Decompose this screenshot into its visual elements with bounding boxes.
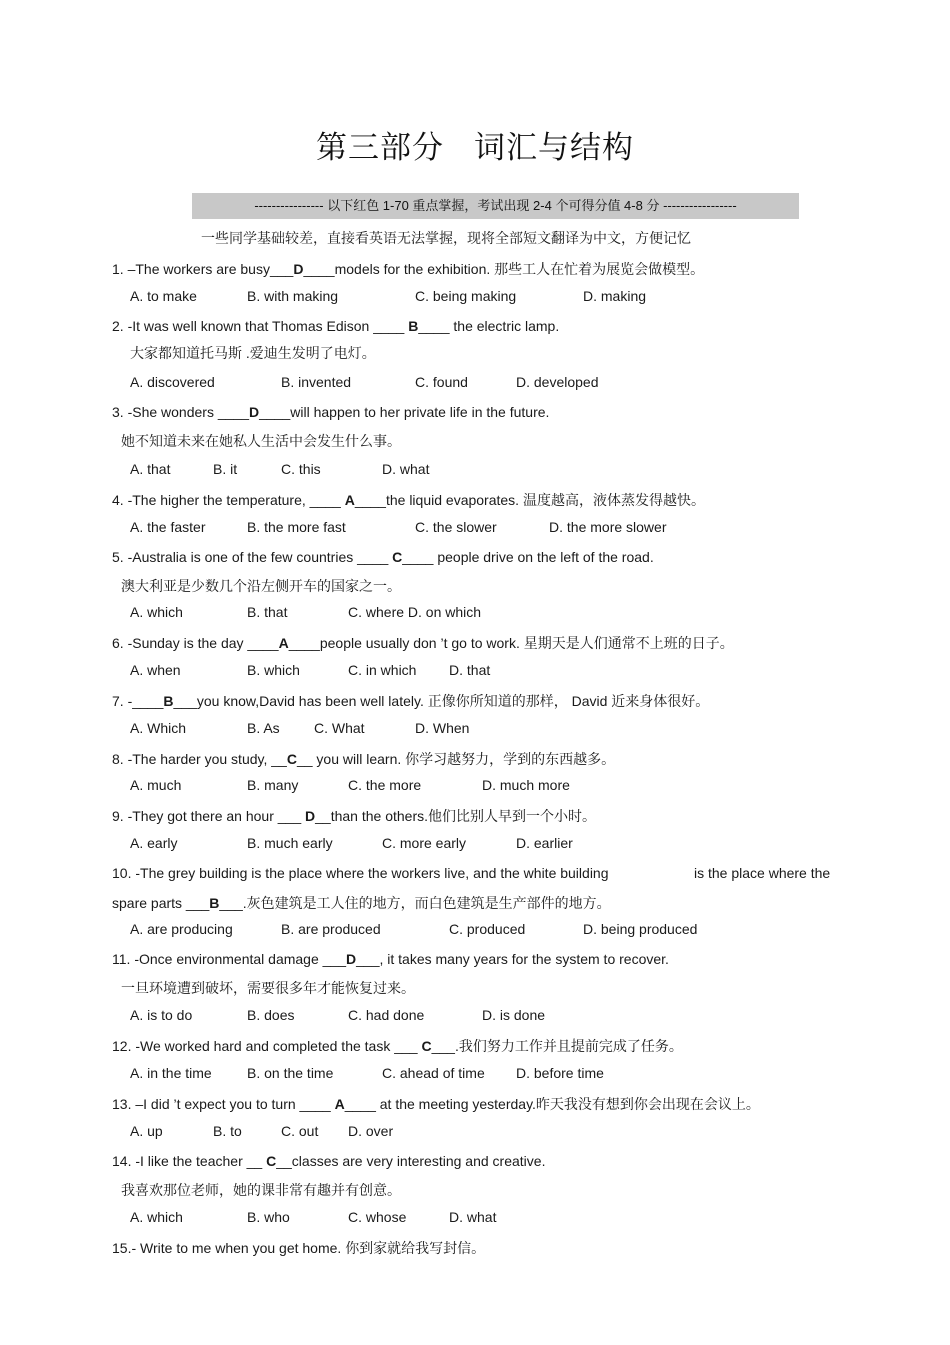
option-a: A. is to do (130, 1007, 193, 1023)
question-6: 6. -Sunday is the day ____A____people usually don ’t go to work. 星期天是人们通常不上班的日子。 (112, 635, 734, 651)
option-b: B. who (247, 1209, 290, 1225)
answer-key: A (278, 635, 289, 651)
option-b: B. As (247, 720, 280, 736)
option-d: D. being produced (583, 921, 698, 937)
question-5: 5. -Australia is one of the few countries ____ C____ people drive on the left of the road. (112, 549, 654, 565)
option-b: B. on the time (247, 1065, 334, 1081)
option-a: A. the faster (130, 519, 206, 535)
option-c: C. What (314, 720, 365, 736)
option-c-d: C. where D. on which (348, 604, 482, 620)
translation-note: 一些同学基础较差，直接看英语无法掌握，现将全部短文翻译为中文，方便记忆 (201, 230, 691, 246)
question-15: 15.- Write to me when you get home. 你到家就给我写封信。 (112, 1240, 486, 1256)
option-d: D. over (348, 1123, 394, 1139)
answer-key: D (305, 808, 316, 824)
answer-key: C (266, 1153, 277, 1169)
translation-5: 澳大利亚是少数几个沿左侧开车的国家之一。 (121, 578, 401, 594)
translation-3: 她不知道未来在她私人生活中会发生什么事。 (121, 433, 401, 449)
question-12: 12. -We worked hard and completed the task ___ C___.我们努力工作并且提前完成了任务。 (112, 1038, 683, 1054)
answer-key: B (408, 318, 419, 334)
option-c: C. more early (382, 835, 467, 851)
answer-key: C (392, 549, 403, 565)
option-a: A. in the time (130, 1065, 212, 1081)
option-b: B. much early (247, 835, 333, 851)
question-10-continuation: is the place where the (694, 865, 831, 881)
option-c: C. being making (415, 288, 517, 304)
answer-key: B (163, 693, 174, 709)
option-a: A. up (130, 1123, 163, 1139)
option-d: D. developed (516, 374, 599, 390)
option-d: D. what (382, 461, 430, 477)
option-b: B. to (213, 1123, 242, 1139)
option-b: B. which (247, 662, 300, 678)
question-4: 4. -The higher the temperature, ____ A____the liquid evaporates. 温度越高，液体蒸发得越快。 (112, 492, 705, 508)
answer-key: B (209, 895, 220, 911)
option-a: A. early (130, 835, 178, 851)
option-c: C. whose (348, 1209, 407, 1225)
question-9: 9. -They got there an hour ___ D__than the others.他们比别人早到一个小时。 (112, 808, 597, 824)
option-a: A. that (130, 461, 171, 477)
option-b: B. with making (247, 288, 339, 304)
option-c: C. this (281, 461, 321, 477)
option-c: C. out (281, 1123, 319, 1139)
option-a: A. which (130, 604, 183, 620)
translation-11: 一旦环境遭到破坏，需要很多年才能恢复过来。 (121, 980, 415, 996)
question-10-line2: spare parts ___B___.灰色建筑是工人住的地方，而白色建筑是生产部件的地方。 (112, 895, 611, 911)
option-c: C. produced (449, 921, 526, 937)
answer-key: C (286, 751, 297, 767)
option-c: C. found (415, 374, 468, 390)
page-title: 第三部分 词汇与结构 (316, 130, 634, 166)
question-13: 13. –I did ’t expect you to turn ____ A____ at the meeting yesterday.昨天我没有想到你会出现在会议上。 (112, 1096, 760, 1112)
option-a: A. which (130, 1209, 183, 1225)
option-d: D. the more slower (549, 519, 667, 535)
option-a: A. Which (130, 720, 187, 736)
option-a: A. when (130, 662, 181, 678)
option-a: A. much (130, 777, 182, 793)
answer-key: A (334, 1096, 345, 1112)
option-c: C. had done (348, 1007, 425, 1023)
question-7: 7. -____B___you know,David has been well lately. 正像你所知道的那样， David 近来身体很好。 (112, 693, 710, 709)
question-8: 8. -The harder you study, __C__ you will learn. 你学习越努力，学到的东西越多。 (112, 751, 616, 767)
answer-key: D (248, 404, 260, 420)
question-14: 14. -I like the teacher __ C__classes are very interesting and creative. (112, 1153, 546, 1169)
option-c: C. ahead of time (382, 1065, 485, 1081)
question-11: 11. -Once environmental damage ___D___, it takes many years for the system to recover. (112, 951, 669, 967)
option-c: C. the slower (415, 519, 497, 535)
question-3: 3. -She wonders ____D____will happen to her private life in the future. (112, 404, 550, 420)
option-c: C. the more (348, 777, 422, 793)
answer-key: C (421, 1038, 432, 1054)
option-d: D. When (415, 720, 470, 736)
option-b: B. it (213, 461, 238, 477)
option-a: A. discovered (130, 374, 215, 390)
option-d: D. earlier (516, 835, 573, 851)
option-b: B. many (247, 777, 299, 793)
option-b: B. does (247, 1007, 295, 1023)
option-b: B. invented (281, 374, 352, 390)
notice-banner: ---------------- 以下红色 1-70 重点掌握，考试出现 2-4 个可得分值 4-8 分 ----------------- (192, 193, 799, 219)
answer-key: A (344, 492, 355, 508)
option-d: D. before time (516, 1065, 604, 1081)
question-10: 10. -The grey building is the place where the workers live, and the white building (112, 865, 609, 881)
translation-14: 我喜欢那位老师，她的课非常有趣并有创意。 (121, 1182, 401, 1198)
question-2: 2. -It was well known that Thomas Edison ____ B____ the electric lamp. (112, 318, 560, 334)
option-d: D. what (449, 1209, 497, 1225)
option-c: C. in which (348, 662, 417, 678)
option-b: B. the more fast (247, 519, 346, 535)
question-1: 1. –The workers are busy___D____models for the exhibition. 那些工人在忙着为展览会做模型。 (112, 261, 705, 277)
option-b: B. that (247, 604, 288, 620)
option-d: D. is done (482, 1007, 546, 1023)
option-d: D. much more (482, 777, 570, 793)
option-d: D. making (583, 288, 647, 304)
option-b: B. are produced (281, 921, 381, 937)
option-a: A. are producing (130, 921, 233, 937)
option-a: A. to make (130, 288, 197, 304)
answer-key: D (346, 951, 357, 967)
answer-key: D (293, 261, 304, 277)
option-d: D. that (449, 662, 491, 678)
translation-2: 大家都知道托马斯 .爱迪生发明了电灯。 (130, 345, 376, 361)
